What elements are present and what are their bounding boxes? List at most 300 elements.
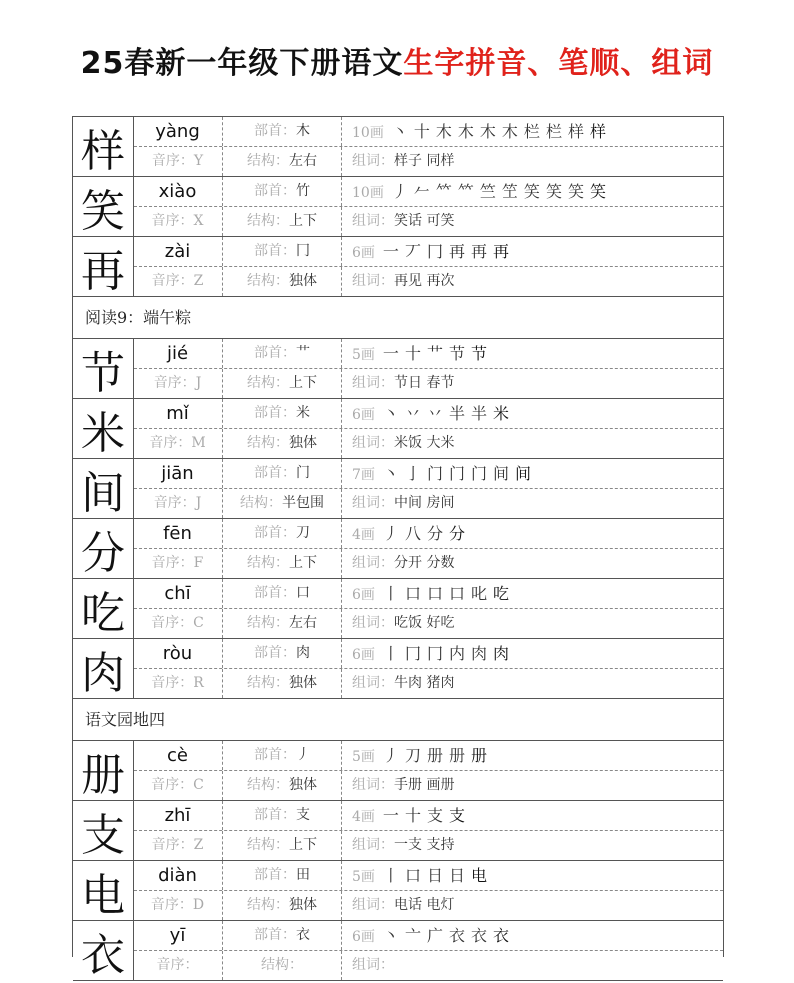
stroke-count: 6	[352, 647, 361, 663]
stroke-count: 6	[352, 587, 361, 603]
stroke-step: 册	[470, 746, 487, 765]
words-field	[341, 369, 723, 398]
stroke-step: 日	[426, 866, 443, 885]
radical-field	[222, 339, 341, 368]
order-value: J	[195, 495, 202, 511]
stroke-step: 米	[493, 404, 510, 423]
structure-field	[222, 771, 341, 800]
stroke-count-unit: 画	[360, 647, 375, 663]
stroke-step: 八	[404, 524, 421, 543]
entry-bottom-row	[134, 951, 723, 980]
character-entry	[73, 399, 723, 459]
words-field	[341, 669, 723, 698]
radical-field	[222, 177, 341, 206]
character-glyph: 样	[73, 117, 134, 176]
stroke-count-unit: 画	[360, 749, 375, 765]
structure-field	[222, 147, 341, 176]
radical-label: 部首：	[254, 927, 296, 943]
radical-label: 部首：	[254, 585, 296, 601]
pinyin: zài	[164, 241, 191, 262]
stroke-order	[341, 117, 723, 146]
order-label: 音序：	[151, 837, 194, 853]
stroke-step: 叱	[470, 584, 487, 603]
stroke-count: 6	[352, 407, 361, 423]
structure-label: 结构：	[247, 837, 289, 853]
radical-label: 部首：	[254, 525, 296, 541]
structure-field	[222, 831, 341, 860]
stroke-step: 笁	[501, 182, 518, 201]
stroke-step: 丷	[426, 404, 443, 423]
stroke-count-unit: 画	[360, 467, 375, 483]
order-label: 音序：	[151, 777, 194, 793]
entry-top-row	[134, 459, 723, 489]
pinyin: ròu	[162, 643, 193, 664]
stroke-step: 广	[426, 926, 443, 945]
character-entry	[73, 801, 723, 861]
words-label: 组词：	[352, 777, 394, 793]
order-value: R	[193, 675, 204, 691]
order-label: 音序：	[151, 555, 194, 571]
pinyin: yī	[169, 925, 186, 946]
structure-field	[222, 549, 341, 578]
order-value: J	[195, 375, 202, 391]
order-value: D	[192, 897, 205, 913]
entry-bottom-row	[134, 489, 723, 518]
character-entry	[73, 177, 723, 237]
words-field	[341, 207, 723, 236]
order-value: Z	[193, 273, 204, 289]
order-label: 音序：	[153, 375, 196, 391]
stroke-count-unit: 画	[360, 929, 375, 945]
character-entry	[73, 579, 723, 639]
stroke-count: 6	[352, 929, 361, 945]
structure-field	[222, 369, 341, 398]
entry-bottom-row	[134, 429, 723, 458]
words-value: 中间 房间	[394, 495, 455, 511]
stroke-step: 口	[448, 584, 465, 603]
radical-label: 部首：	[254, 867, 296, 883]
stroke-step: 衣	[470, 926, 487, 945]
structure-label: 结构：	[247, 435, 289, 451]
stroke-step: 日	[448, 866, 465, 885]
entry-top-row	[134, 177, 723, 207]
radical-value: 肉	[296, 645, 310, 661]
stroke-step: 笑	[545, 182, 562, 201]
radical-value: 支	[296, 807, 310, 823]
stroke-order	[341, 639, 723, 668]
order-field	[134, 369, 221, 398]
stroke-step: 一	[382, 806, 399, 825]
words-field	[341, 429, 723, 458]
radical-label: 部首：	[254, 183, 296, 199]
words-value: 电话 电灯	[394, 897, 455, 913]
stroke-order	[341, 177, 723, 206]
order-label: 音序：	[151, 675, 194, 691]
stroke-step: 丿	[382, 746, 399, 765]
radical-field	[222, 459, 341, 488]
order-label: 音序：	[156, 957, 199, 973]
character-glyph: 间	[73, 459, 134, 518]
order-field	[134, 147, 221, 176]
stroke-step: 支	[448, 806, 465, 825]
stroke-step: 衣	[448, 926, 465, 945]
entry-bottom-row	[134, 369, 723, 398]
entry-bottom-row	[134, 267, 723, 296]
stroke-step: 冂	[426, 644, 443, 663]
stroke-order	[341, 339, 723, 368]
stroke-step: 十	[413, 122, 430, 141]
entry-bottom-row	[134, 771, 723, 800]
radical-field	[222, 519, 341, 548]
character-glyph: 电	[73, 861, 134, 920]
stroke-step: 栏	[545, 122, 562, 141]
words-label: 组词：	[352, 435, 394, 451]
order-field	[134, 669, 221, 698]
character-glyph: 分	[73, 519, 134, 578]
structure-label: 结构：	[247, 555, 289, 571]
order-value: C	[193, 777, 204, 793]
order-field	[134, 891, 221, 920]
words-label: 组词：	[352, 273, 394, 289]
stroke-step: 丿	[391, 182, 408, 201]
words-field	[341, 147, 723, 176]
stroke-step: 分	[426, 524, 443, 543]
character-entry	[73, 861, 723, 921]
entry-bottom-row	[134, 147, 723, 176]
stroke-count: 4	[352, 809, 361, 825]
character-glyph: 节	[73, 339, 134, 398]
stroke-step: 刀	[404, 746, 421, 765]
character-glyph: 册	[73, 741, 134, 800]
stroke-step: 电	[470, 866, 487, 885]
stroke-step: 笑	[567, 182, 584, 201]
structure-label: 结构：	[247, 897, 289, 913]
structure-field	[222, 609, 341, 638]
structure-value: 独体	[289, 435, 317, 451]
words-label: 组词：	[352, 897, 394, 913]
structure-label: 结构：	[240, 495, 282, 511]
words-label: 组词：	[352, 675, 394, 691]
entry-bottom-row	[134, 609, 723, 638]
stroke-step: 丨	[382, 584, 399, 603]
stroke-step: 再	[493, 242, 510, 261]
stroke-order	[341, 801, 723, 830]
stroke-step: 笑	[589, 182, 606, 201]
character-entry	[73, 921, 723, 981]
stroke-step: 再	[448, 242, 465, 261]
stroke-step: 样	[589, 122, 606, 141]
stroke-step: 半	[448, 404, 465, 423]
stroke-step: 艹	[426, 344, 443, 363]
order-value: F	[193, 555, 204, 571]
stroke-count: 5	[352, 347, 361, 363]
order-value: X	[193, 213, 204, 229]
stroke-count-unit: 画	[369, 185, 384, 201]
radical-label: 部首：	[254, 123, 296, 139]
structure-value: 独体	[289, 273, 317, 289]
radical-field	[222, 399, 341, 428]
words-label: 组词：	[352, 837, 394, 853]
character-entry	[73, 339, 723, 399]
pinyin: fēn	[163, 523, 192, 544]
stroke-order	[341, 519, 723, 548]
stroke-step: 丨	[382, 644, 399, 663]
structure-label: 结构：	[247, 615, 289, 631]
structure-field	[222, 429, 341, 458]
words-label: 组词：	[352, 957, 394, 973]
stroke-count: 4	[352, 527, 361, 543]
words-value: 吃饭 好吃	[394, 615, 455, 631]
stroke-count-unit: 画	[360, 245, 375, 261]
order-label: 音序：	[151, 153, 194, 169]
order-value: C	[193, 615, 204, 631]
structure-label: 结构：	[247, 213, 289, 229]
stroke-step: 木	[479, 122, 496, 141]
entry-top-row	[134, 339, 723, 369]
page-title	[0, 38, 794, 82]
structure-value: 独体	[289, 777, 317, 793]
radical-value: 竹	[296, 183, 310, 199]
stroke-step: 木	[501, 122, 518, 141]
radical-label: 部首：	[254, 243, 296, 259]
stroke-step: 十	[404, 344, 421, 363]
section-heading: 语文园地四	[73, 699, 723, 741]
structure-field	[222, 207, 341, 236]
section-heading: 阅读9：端午粽	[73, 297, 723, 339]
structure-field	[222, 489, 341, 518]
character-glyph: 吃	[73, 579, 134, 638]
stroke-step: 丷	[404, 404, 421, 423]
entry-top-row	[134, 519, 723, 549]
structure-field	[222, 891, 341, 920]
order-value: M	[191, 435, 206, 451]
order-field	[134, 609, 221, 638]
entry-top-row	[134, 921, 723, 951]
radical-value: 木	[296, 123, 310, 139]
stroke-order	[341, 459, 723, 488]
words-label: 组词：	[352, 555, 394, 571]
stroke-step: 冂	[426, 242, 443, 261]
stroke-step: 间	[493, 464, 510, 483]
structure-label: 结构：	[247, 375, 289, 391]
stroke-step: 分	[448, 524, 465, 543]
stroke-step: 丶	[382, 464, 399, 483]
structure-field	[222, 267, 341, 296]
radical-value: 口	[296, 585, 310, 601]
words-value: 再见 再次	[394, 273, 455, 289]
stroke-step: 门	[426, 464, 443, 483]
title-red: 生字拼音、笔顺、组词	[403, 46, 714, 81]
stroke-step: 肉	[470, 644, 487, 663]
words-field	[341, 549, 723, 578]
words-value: 牛肉 猪肉	[394, 675, 455, 691]
pinyin: yàng	[155, 121, 200, 142]
order-value: Z	[193, 837, 204, 853]
radical-label: 部首：	[254, 645, 296, 661]
radical-label: 部首：	[254, 345, 296, 361]
words-value: 样子 同样	[394, 153, 455, 169]
stroke-step: 样	[567, 122, 584, 141]
stroke-order	[341, 921, 723, 950]
pinyin: jié	[166, 343, 189, 364]
entry-top-row	[134, 861, 723, 891]
pinyin: xiào	[158, 181, 197, 202]
radical-label: 部首：	[254, 747, 296, 763]
stroke-order	[341, 579, 723, 608]
radical-field	[222, 579, 341, 608]
entry-top-row	[134, 237, 723, 267]
radical-value: 艹	[296, 345, 310, 361]
structure-field	[222, 669, 341, 698]
structure-value: 独体	[289, 675, 317, 691]
stroke-step: 竺	[479, 182, 496, 201]
entry-bottom-row	[134, 549, 723, 578]
entry-top-row	[134, 399, 723, 429]
order-label: 音序：	[149, 435, 192, 451]
structure-label: 结构：	[247, 273, 289, 289]
words-field	[341, 891, 723, 920]
stroke-step: 内	[448, 644, 465, 663]
words-value: 一支 支持	[394, 837, 455, 853]
pinyin: chī	[164, 583, 191, 604]
stroke-step: 门	[470, 464, 487, 483]
structure-value: 半包围	[282, 495, 324, 511]
words-field	[341, 951, 723, 980]
stroke-step: 口	[404, 866, 421, 885]
character-entry	[73, 117, 723, 177]
stroke-count-unit: 画	[360, 347, 375, 363]
order-field	[134, 771, 221, 800]
radical-field	[222, 801, 341, 830]
character-glyph: 支	[73, 801, 134, 860]
radical-value: 米	[296, 405, 310, 421]
words-field	[341, 489, 723, 518]
words-field	[341, 771, 723, 800]
order-value: Y	[193, 153, 204, 169]
words-label: 组词：	[352, 615, 394, 631]
stroke-step: 丶	[391, 122, 408, 141]
stroke-step: 十	[404, 806, 421, 825]
words-value: 分开 分数	[394, 555, 455, 571]
stroke-step: 丿	[382, 524, 399, 543]
stroke-step: 𥫗	[457, 182, 474, 201]
radical-field	[222, 861, 341, 890]
entry-bottom-row	[134, 669, 723, 698]
stroke-step: 栏	[523, 122, 540, 141]
structure-value: 上下	[289, 213, 317, 229]
pinyin: diàn	[158, 865, 197, 886]
entry-top-row	[134, 579, 723, 609]
radical-value: 衣	[296, 927, 310, 943]
entry-top-row	[134, 741, 723, 771]
radical-value: 门	[296, 465, 310, 481]
radical-value: 刀	[296, 525, 310, 541]
structure-value: 上下	[289, 555, 317, 571]
radical-label: 部首：	[254, 405, 296, 421]
radical-field	[222, 639, 341, 668]
radical-field	[222, 741, 341, 770]
stroke-step: 丨	[382, 866, 399, 885]
pinyin: zhī	[164, 805, 191, 826]
pinyin: cè	[167, 745, 188, 766]
stroke-count-unit: 画	[360, 527, 375, 543]
radical-field	[222, 921, 341, 950]
words-field	[341, 609, 723, 638]
stroke-step: 支	[426, 806, 443, 825]
stroke-step: 𠂉	[413, 182, 430, 201]
stroke-step: 再	[470, 242, 487, 261]
words-field	[341, 267, 723, 296]
entry-top-row	[134, 117, 723, 147]
stroke-step: 木	[435, 122, 452, 141]
stroke-step: 节	[470, 344, 487, 363]
stroke-count: 10	[352, 125, 370, 141]
stroke-step: 冂	[404, 644, 421, 663]
stroke-step: 衣	[493, 926, 510, 945]
order-label: 音序：	[151, 213, 194, 229]
pinyin: mǐ	[166, 403, 189, 424]
stroke-order	[341, 741, 723, 770]
order-field	[134, 267, 221, 296]
stroke-step: 亅	[404, 464, 421, 483]
entry-top-row	[134, 639, 723, 669]
stroke-step: 册	[448, 746, 465, 765]
words-value: 手册 画册	[394, 777, 455, 793]
order-field	[134, 951, 221, 980]
stroke-step: 一	[382, 344, 399, 363]
radical-value: 田	[296, 867, 310, 883]
structure-label: 结构：	[247, 777, 289, 793]
stroke-count-unit: 画	[360, 587, 375, 603]
radical-value: 丿	[296, 747, 310, 763]
order-field	[134, 207, 221, 236]
order-label: 音序：	[151, 615, 194, 631]
structure-value: 上下	[289, 375, 317, 391]
radical-label: 部首：	[254, 807, 296, 823]
stroke-step: 亠	[404, 926, 421, 945]
order-label: 音序：	[151, 273, 194, 289]
character-table	[72, 116, 724, 981]
structure-value: 独体	[289, 897, 317, 913]
structure-field	[222, 951, 341, 980]
order-label: 音序：	[150, 897, 193, 913]
stroke-count-unit: 画	[360, 869, 375, 885]
order-field	[134, 549, 221, 578]
structure-value: 左右	[289, 153, 317, 169]
order-label: 音序：	[153, 495, 196, 511]
character-glyph: 衣	[73, 921, 134, 980]
stroke-count: 6	[352, 245, 361, 261]
words-value: 笑话 可笑	[394, 213, 455, 229]
structure-value: 左右	[289, 615, 317, 631]
character-glyph: 再	[73, 237, 134, 296]
character-entry	[73, 639, 723, 699]
character-entry	[73, 519, 723, 579]
entry-bottom-row	[134, 891, 723, 920]
stroke-step: 肉	[493, 644, 510, 663]
structure-value: 上下	[289, 837, 317, 853]
stroke-step: 册	[426, 746, 443, 765]
pinyin: jiān	[161, 463, 194, 484]
stroke-step: 丶	[382, 926, 399, 945]
stroke-order	[341, 237, 723, 266]
radical-field	[222, 117, 341, 146]
stroke-step: 丶	[382, 404, 399, 423]
words-value: 米饭 大米	[394, 435, 455, 451]
stroke-step: 口	[426, 584, 443, 603]
stroke-step: 门	[448, 464, 465, 483]
stroke-step: 口	[404, 584, 421, 603]
